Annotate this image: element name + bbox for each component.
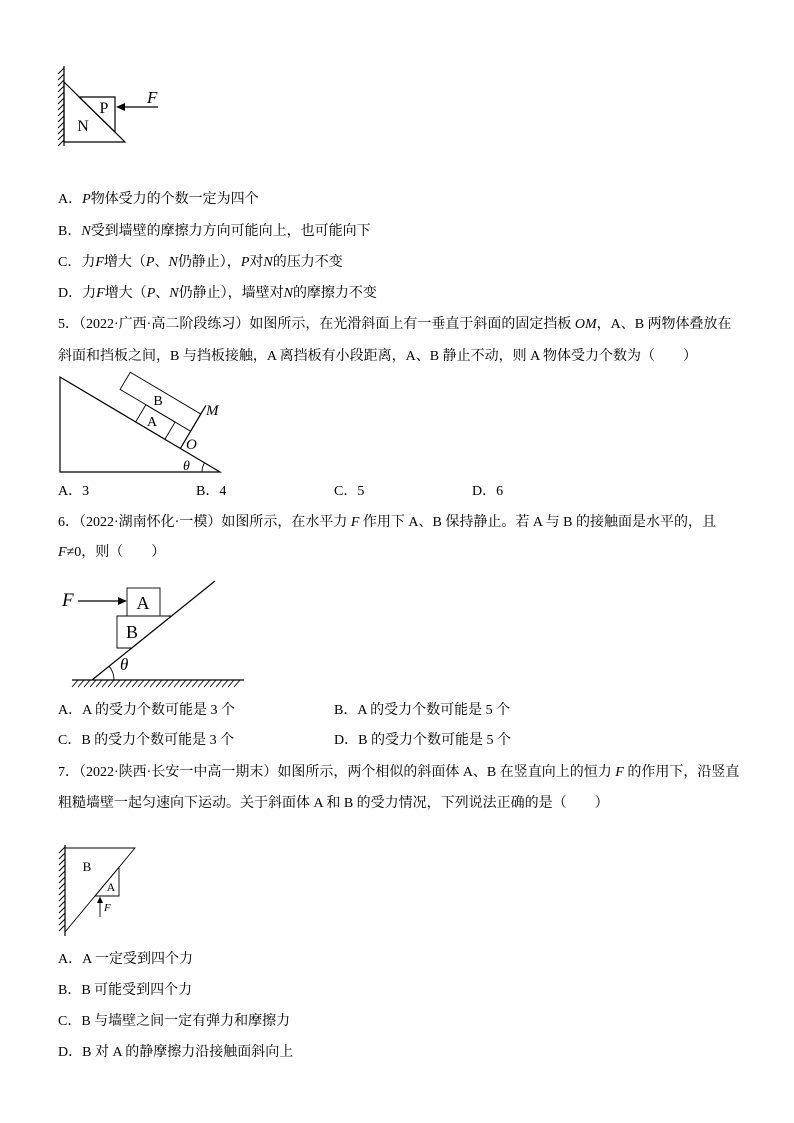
text-run: 对 <box>249 255 264 270</box>
figure-q4-wall-blocks <box>40 60 180 155</box>
label-a: A <box>136 593 150 613</box>
text-run: 的作用下，沿竖直 <box>623 765 740 780</box>
q7-option-c: C．B 与墙壁之间一定有弹力和摩擦力 <box>58 1014 291 1029</box>
label-b: B <box>153 394 163 409</box>
label-b: B <box>125 622 139 642</box>
text-run: 物体受力的个数一定为四个 <box>90 192 259 207</box>
q6-stem-line-1 <box>58 514 716 532</box>
q6-option-d: D．B 的受力个数可能是 5 个 <box>334 733 511 748</box>
text-run: 5．（2022·广西·高二阶段练习）如图所示，在光滑斜面上有一垂直于斜面的固定挡板 <box>58 317 575 332</box>
q5-option-c: C．5 <box>334 484 365 499</box>
figure-q5-incline-blocks <box>40 360 240 485</box>
text-run: 的压力不变 <box>272 255 343 270</box>
q5-option-b: B．4 <box>196 484 227 499</box>
text-run: 增大（ <box>104 286 147 301</box>
q6-option-b: B．A 的受力个数可能是 5 个 <box>334 703 511 718</box>
q6-stem-line-2 <box>58 544 165 562</box>
q4-option-d <box>58 285 377 303</box>
italic-symbol: F <box>95 255 104 270</box>
text-run: 仍静止）， <box>177 255 241 270</box>
text-run: D．力 <box>58 286 97 301</box>
text-run: 、 <box>154 255 169 270</box>
italic-symbol: N <box>283 286 293 301</box>
italic-symbol: F <box>58 545 67 560</box>
label-f: F <box>62 590 74 611</box>
text-run: 斜面和挡板之间，B 与挡板接触，A 离挡板有小段距离，A、B 静止不动，则 A 物体受力个数为（ ） <box>58 349 697 364</box>
q7-option-d: D．B 对 A 的静摩擦力沿接触面斜向上 <box>58 1045 294 1060</box>
label-a: A <box>106 880 116 894</box>
text-run: C．力 <box>58 255 96 270</box>
italic-symbol: P <box>146 286 156 301</box>
force-f-arrowhead <box>118 597 127 605</box>
force-f-arrowhead <box>97 897 103 904</box>
text-run: 的摩擦力不变 <box>292 286 377 301</box>
q6-option-a: A．A 的受力个数可能是 3 个 <box>58 703 235 718</box>
italic-symbol: F <box>96 286 105 301</box>
angle-theta-arc <box>202 463 205 472</box>
text-run: 增大（ <box>103 255 146 270</box>
label-f: F <box>104 902 111 914</box>
q7-stem-line-1 <box>58 764 739 782</box>
q6-option-c: C．B 的受力个数可能是 3 个 <box>58 733 235 748</box>
label-a: A <box>146 415 158 430</box>
ground-hatching <box>72 680 240 687</box>
label-theta: θ <box>120 655 129 674</box>
text-run: 7．（2022·陕西·长安一中高一期末）如图所示，两个相似的斜面体 A、B 在竖直向上的恒力 <box>58 765 616 780</box>
italic-symbol: N <box>168 255 178 270</box>
text-run: 、 <box>155 286 170 301</box>
text-run: 作用下 A、B 保持静止。若 A 与 B 的接触面是水平的，且 <box>359 515 717 530</box>
label-b: B <box>82 859 92 874</box>
label-theta: θ <box>183 459 190 474</box>
text-run: B． <box>58 224 82 239</box>
q5-option-d: D．6 <box>472 484 504 499</box>
italic-symbol: P <box>145 255 155 270</box>
wall-hatching <box>59 847 65 931</box>
text-run: A． <box>58 192 83 207</box>
text-run: ，A、B 两物体叠放在 <box>596 317 732 332</box>
q5-option-a: A．3 <box>58 484 90 499</box>
italic-symbol: N <box>263 255 273 270</box>
q7-stem-line-2 <box>58 795 609 813</box>
text-run: ≠0，则（ ） <box>66 545 166 560</box>
label-f: F <box>147 88 158 107</box>
italic-symbol: OM <box>574 317 597 332</box>
label-m: M <box>206 403 219 419</box>
italic-symbol: F <box>615 765 624 780</box>
q5-stem-line-1 <box>58 316 732 334</box>
q4-option-a <box>58 191 259 209</box>
figure-q7-wall-wedges <box>50 840 150 940</box>
italic-symbol: P <box>82 192 91 207</box>
q7-option-a: A．A 一定受到四个力 <box>58 952 193 967</box>
italic-symbol: P <box>240 255 250 270</box>
force-f-arrowhead <box>116 103 125 111</box>
text-run: 仍静止），墙壁对 <box>178 286 284 301</box>
text-run: 粗糙墙壁一起匀速向下运动。关于斜面体 A 和 B 的受力情况，下列说法正确的是（ ） <box>58 796 609 811</box>
italic-symbol: F <box>350 515 360 530</box>
angle-theta-arc <box>109 666 114 680</box>
q4-option-c <box>58 254 343 272</box>
q4-option-b <box>58 223 371 241</box>
italic-symbol: N <box>169 286 179 301</box>
figure-q6-incline-blocks <box>50 575 250 690</box>
q7-option-b: B．B 可能受到四个力 <box>58 983 193 998</box>
label-p: P <box>99 100 109 117</box>
wall-hatching <box>58 68 64 146</box>
text-run: 6．（2022·湖南怀化·一模）如图所示，在水平力 <box>58 515 351 530</box>
label-n: N <box>77 118 89 135</box>
text-run: 受到墙壁的摩擦力方向可能向上，也可能向下 <box>90 224 371 239</box>
italic-symbol: N <box>81 224 91 239</box>
label-o: O <box>186 437 197 453</box>
